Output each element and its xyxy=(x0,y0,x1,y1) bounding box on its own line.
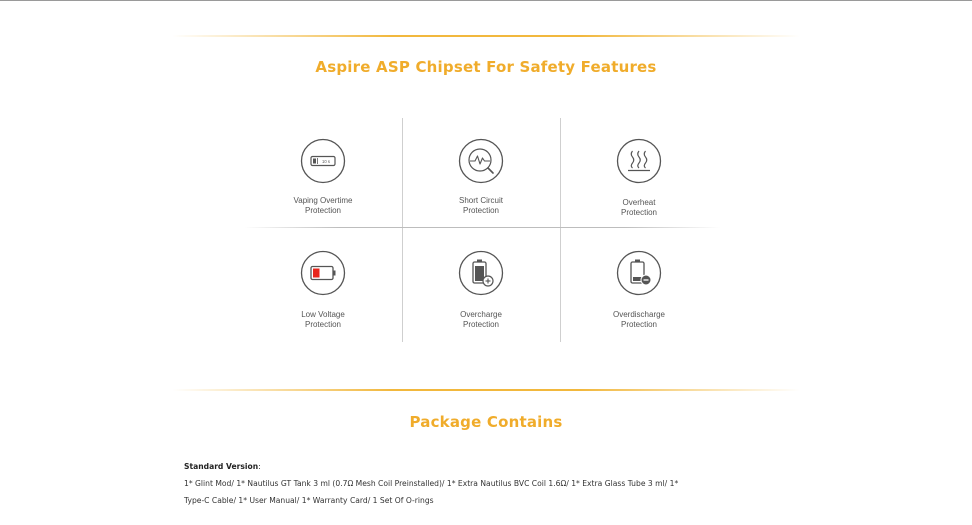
package-section-title: Package Contains xyxy=(409,413,563,431)
package-contents-line-2: Type-C Cable/ 1* User Manual/ 1* Warranty Card/ 1 Set Of O-rings xyxy=(184,496,434,505)
package-version-label: Standard Version xyxy=(184,462,259,471)
feature-overdischarge xyxy=(560,230,718,342)
short-circuit-icon xyxy=(458,138,504,184)
safety-features-grid xyxy=(244,118,720,342)
feature-label: Overcharge Protection xyxy=(460,310,502,329)
package-contents-line-1: 1* Glint Mod/ 1* Nautilus GT Tank 3 ml (0.7Ω Mesh Coil Preinstalled)/ 1* Extra Nautilus BVC Coil 1.6Ω/ 1* Extra Glass Tube 3 ml/ 1* xyxy=(184,479,679,488)
safety-section-title: Aspire ASP Chipset For Safety Features xyxy=(315,58,657,76)
feature-label: Overdischarge Protection xyxy=(612,310,666,329)
feature-label: Low Voltage Protection xyxy=(301,310,345,329)
overdischarge-icon xyxy=(616,250,662,296)
gold-divider-top xyxy=(172,35,800,37)
package-version-line: Standard Version: xyxy=(184,462,261,471)
vaping-timer-icon xyxy=(300,138,346,184)
overcharge-icon xyxy=(458,250,504,296)
feature-overheat xyxy=(560,118,718,230)
feature-low-voltage xyxy=(244,230,402,342)
top-border xyxy=(0,0,972,1)
feature-label: Short Circuit Protection xyxy=(458,196,503,215)
feature-short-circuit xyxy=(402,118,560,230)
gold-divider-bottom xyxy=(172,389,800,391)
feature-overcharge xyxy=(402,230,560,342)
low-battery-icon xyxy=(300,250,346,296)
timer-text: 10 s xyxy=(322,159,330,164)
overheat-icon xyxy=(616,138,662,184)
package-contents xyxy=(184,458,794,509)
feature-label: Overheat Protection xyxy=(620,198,658,217)
feature-vaping-overtime xyxy=(244,118,402,230)
feature-label: Vaping Overtime Protection xyxy=(293,196,353,215)
